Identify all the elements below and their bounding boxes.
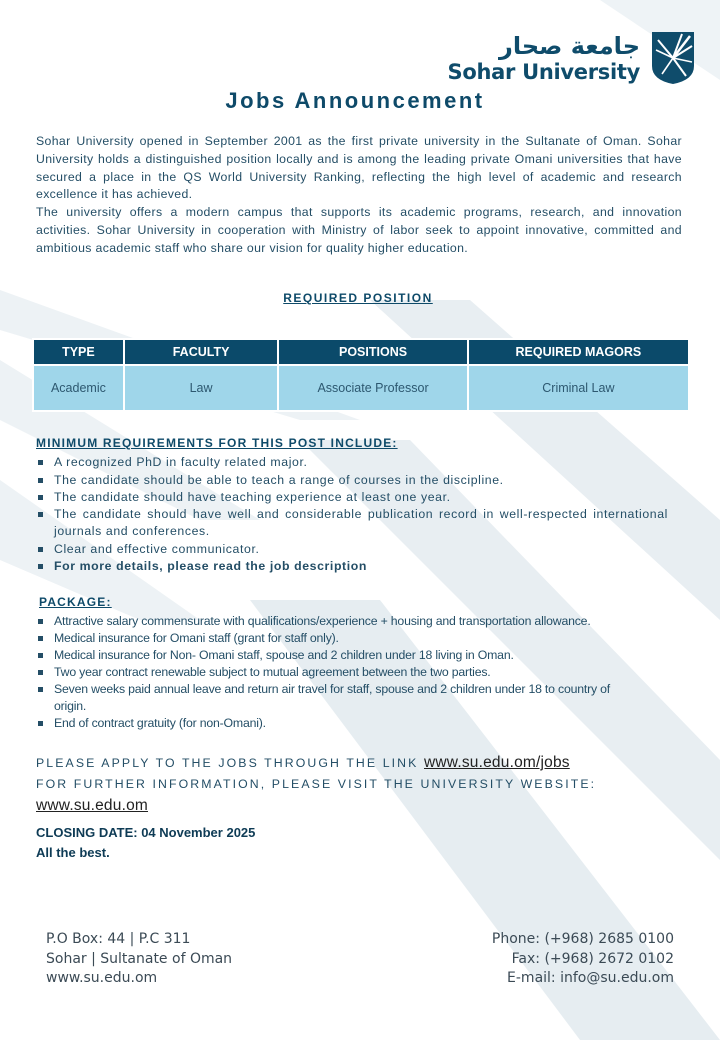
closing-section	[36, 823, 255, 863]
table-header-row	[33, 339, 689, 365]
list-item: Attractive salary commensurate with qualifications/experience + housing and transportation allowance.	[36, 613, 636, 630]
package-heading: PACKAGE:	[39, 595, 112, 609]
list-item: Medical insurance for Omani staff (grant for staff only).	[36, 630, 636, 647]
intro-text	[36, 133, 682, 258]
sohar-university-logo	[448, 32, 694, 84]
list-item: The candidate should have well and considerable publication record in well-respected international journals and conferences.	[36, 506, 668, 541]
package-list	[36, 613, 636, 732]
package-section	[36, 594, 636, 732]
list-item: Clear and effective communicator.	[36, 541, 668, 558]
column-header-positions: POSITIONS	[278, 339, 467, 365]
requirements-list	[36, 454, 668, 575]
column-header-required-majors: REQUIRED MAGORS	[468, 339, 689, 365]
website-link[interactable]: www.su.edu.om	[36, 797, 149, 814]
column-header-type: TYPE	[33, 339, 124, 365]
address-line-2: Sohar | Sultanate of Oman	[46, 950, 233, 967]
cell-faculty: Law	[124, 365, 279, 411]
footer-phone: Phone: (+968) 2685 0100	[491, 931, 674, 947]
requirements-heading: MINIMUM REQUIREMENTS FOR THIS POST INCLUDE:	[36, 436, 398, 450]
closing-date: CLOSING DATE: 04 November 2025	[36, 825, 256, 840]
list-item: End of contract gratuity (for non-Omani).	[36, 715, 636, 732]
list-item: Seven weeks paid annual leave and return air travel for staff, spouse and 2 children under 18 to country of origin.	[36, 681, 636, 715]
jobs-link[interactable]: www.su.edu.om/jobs	[424, 754, 570, 771]
cell-position: Associate Professor	[278, 365, 467, 411]
requirements-section	[36, 435, 668, 575]
address-line-1: P.O Box: 44 | P.C 311	[46, 931, 191, 947]
logo-arabic-text: جامعة صحار	[499, 32, 640, 60]
sign-off: All the best.	[36, 845, 110, 860]
apply-instructions	[36, 752, 600, 817]
cell-type: Academic	[33, 365, 124, 411]
apply-text: PLEASE APPLY TO THE JOBS THROUGH THE LINK	[36, 756, 419, 770]
footer-website: www.su.edu.om	[46, 970, 158, 986]
list-item: The candidate should be able to teach a range of courses in the discipline.	[36, 472, 668, 489]
further-info-text: FOR FURTHER INFORMATION, PLEASE VISIT THE UNIVERSITY WEBSITE:	[36, 777, 597, 791]
footer-contact	[492, 930, 674, 989]
table-row	[33, 365, 689, 411]
logo-english-text: Sohar University	[447, 60, 640, 84]
footer-fax: Fax: (+968) 2672 0102	[511, 950, 674, 967]
list-item: Two year contract renewable subject to mutual agreement between the two parties.	[36, 664, 636, 681]
list-item: The candidate should have teaching experience at least one year.	[36, 489, 668, 506]
required-position-heading: REQUIRED POSITION	[283, 291, 433, 305]
positions-table	[32, 338, 690, 412]
intro-paragraph-1: Sohar University opened in September 2001 as the first private university in the Sultanate of Oman. Sohar University holds a distinguished position locally and is among the leading private Omani universities that have secured a place in the QS World University Ranking, reflecting the high level of academic and research excellence it has achieved.	[36, 134, 682, 202]
intro-paragraph-2: The university offers a modern campus that supports its academic programs, research, and innovation activities. Sohar University in cooperation with Ministry of labor seek to appoint innovative, committed and ambitious academic staff who share our vision for quality higher education.	[36, 205, 682, 255]
footer-email: E-mail: info@su.edu.om	[507, 970, 674, 986]
list-item: A recognized PhD in faculty related major.	[36, 454, 668, 471]
university-shield-icon	[652, 32, 694, 84]
footer-address	[46, 930, 232, 989]
list-item: For more details, please read the job description	[36, 558, 668, 575]
list-item: Medical insurance for Non- Omani staff, spouse and 2 children under 18 living in Oman.	[36, 647, 636, 664]
column-header-faculty: FACULTY	[124, 339, 279, 365]
page-title: Jobs Announcement	[225, 88, 485, 113]
cell-major: Criminal Law	[468, 365, 689, 411]
